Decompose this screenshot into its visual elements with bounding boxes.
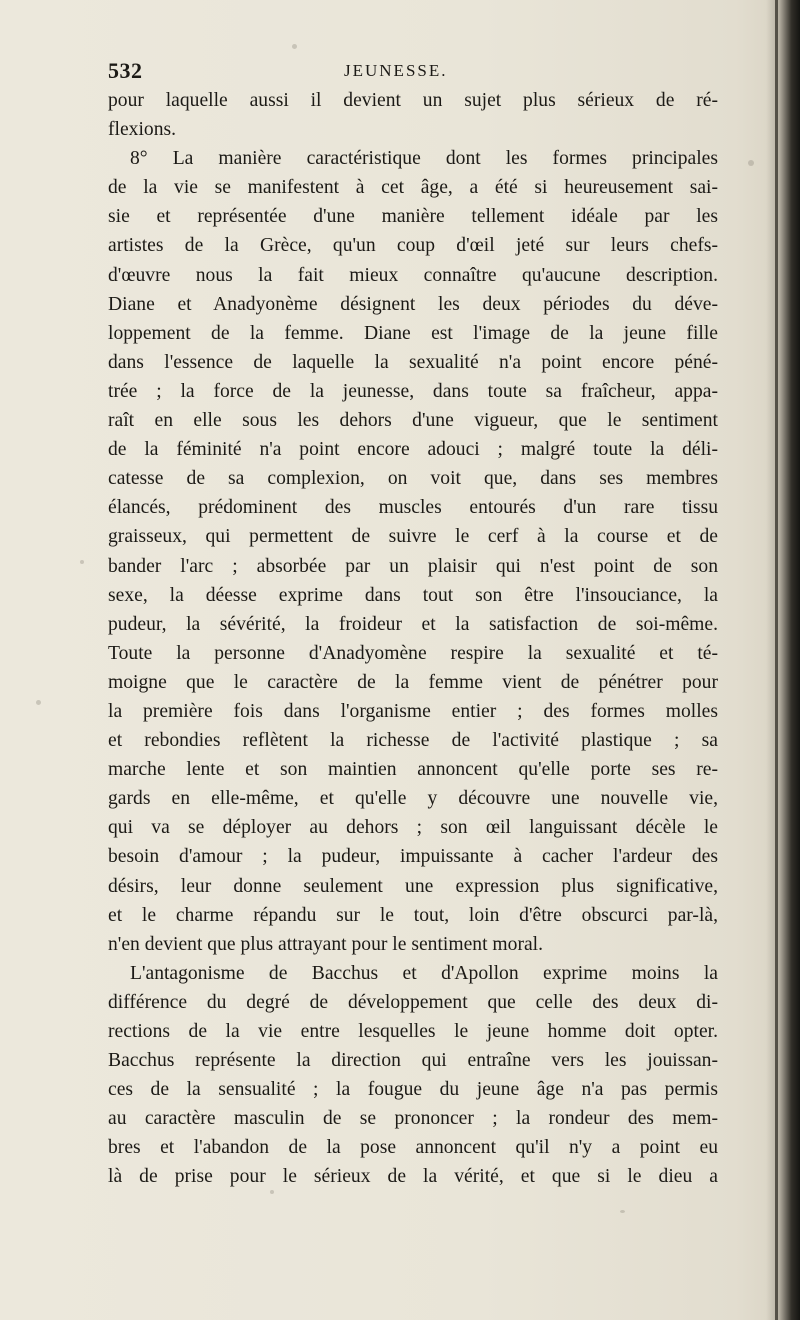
page-number: 532	[108, 58, 143, 83]
text-line: flexions.	[108, 119, 177, 141]
text-line: pudeur, la sévérité, la froideur et la satisfaction de soi-même.	[108, 613, 718, 635]
binding-shadow	[766, 0, 800, 1320]
text-line: catesse de sa complexion, on voit que, dans ses membres	[108, 468, 718, 490]
text-line: sie et représentée d'une manière tellement idéale par les	[108, 206, 718, 228]
text-line: élancés, prédominent des muscles entourés d'un rare tissu	[108, 497, 718, 519]
text-line: différence du degré de développement que celle des deux di-	[108, 991, 718, 1013]
text-line: et le charme répandu sur le tout, loin d'être obscurci par-là,	[108, 904, 718, 926]
text-line: d'œuvre nous la fait mieux connaître qu'aucune description.	[108, 264, 718, 286]
text-line: la première fois dans l'organisme entier ; des formes molles	[108, 700, 718, 722]
speck	[80, 560, 84, 564]
text-line: Bacchus représente la direction qui entraîne vers les jouissan-	[108, 1050, 718, 1072]
text-line: ces de la sensualité ; la fougue du jeune âge n'a pas permis	[108, 1079, 718, 1101]
text-line: dans l'essence de laquelle la sexualité n'a point encore péné-	[108, 351, 718, 373]
text-line: marche lente et son maintien annoncent qu'elle porte ses re-	[108, 759, 718, 781]
running-head: JEUNESSE.	[344, 61, 448, 80]
text-line: L'antagonisme de Bacchus et d'Apollon exprime moins la	[130, 962, 718, 984]
text-line: pour laquelle aussi il devient un sujet plus sérieux de ré-	[108, 90, 718, 111]
text-line: loppement de la femme. Diane est l'image de la jeune fille	[108, 322, 718, 344]
text-line: de la féminité n'a point encore adouci ; malgré toute la déli-	[108, 439, 718, 461]
binding-edge	[775, 0, 778, 1320]
text-line: au caractère masculin de se prononcer ; la rondeur des mem-	[108, 1108, 718, 1130]
text-line: graisseux, qui permettent de suivre le cerf à la course et de	[108, 526, 718, 548]
text-line: sexe, la déesse exprime dans tout son être l'insouciance, la	[108, 584, 718, 606]
text-line: rections de la vie entre lesquelles le jeune homme doit opter.	[108, 1021, 718, 1042]
speck	[270, 1190, 274, 1194]
body-text	[108, 86, 718, 1192]
text-line: qui va se déployer au dehors ; son œil languissant décèle le	[108, 817, 718, 839]
speck	[620, 1210, 625, 1213]
text-line: là de prise pour le sérieux de la vérité, et que si le dieu a	[108, 1166, 718, 1188]
text-line: 8° La manière caractéristique dont les formes principales	[130, 148, 718, 170]
page-header	[108, 58, 708, 88]
speck	[292, 44, 297, 49]
text-line: de la vie se manifestent à cet âge, a été si heureusement sai-	[108, 177, 718, 199]
text-line: Toute la personne d'Anadyomène respire la sexualité et té-	[108, 642, 718, 664]
text-line: raît en elle sous les dehors d'une vigueur, que le sentiment	[108, 410, 718, 432]
speck	[36, 700, 41, 705]
text-line: besoin d'amour ; la pudeur, impuissante à cacher l'ardeur des	[108, 846, 718, 868]
text-line: gards en elle-même, et qu'elle y découvre une nouvelle vie,	[108, 788, 718, 810]
text-line: artistes de la Grèce, qu'un coup d'œil jeté sur leurs chefs-	[108, 235, 718, 257]
text-line: Diane et Anadyonème désignent les deux périodes du déve-	[108, 293, 718, 315]
text-line: moigne que le caractère de la femme vient de pénétrer pour	[108, 671, 718, 693]
text-line: trée ; la force de la jeunesse, dans toute sa fraîcheur, appa-	[108, 380, 718, 402]
text-line: et rebondies reflètent la richesse de l'activité plastique ; sa	[108, 730, 718, 752]
speck	[748, 160, 754, 166]
text-line: n'en devient que plus attrayant pour le sentiment moral.	[108, 933, 544, 955]
text-line: bres et l'abandon de la pose annoncent qu'il n'y a point eu	[108, 1137, 718, 1159]
text-line: désirs, leur donne seulement une expression plus significative,	[108, 875, 718, 897]
text-line: bander l'arc ; absorbée par un plaisir qui n'est point de son	[108, 555, 718, 577]
